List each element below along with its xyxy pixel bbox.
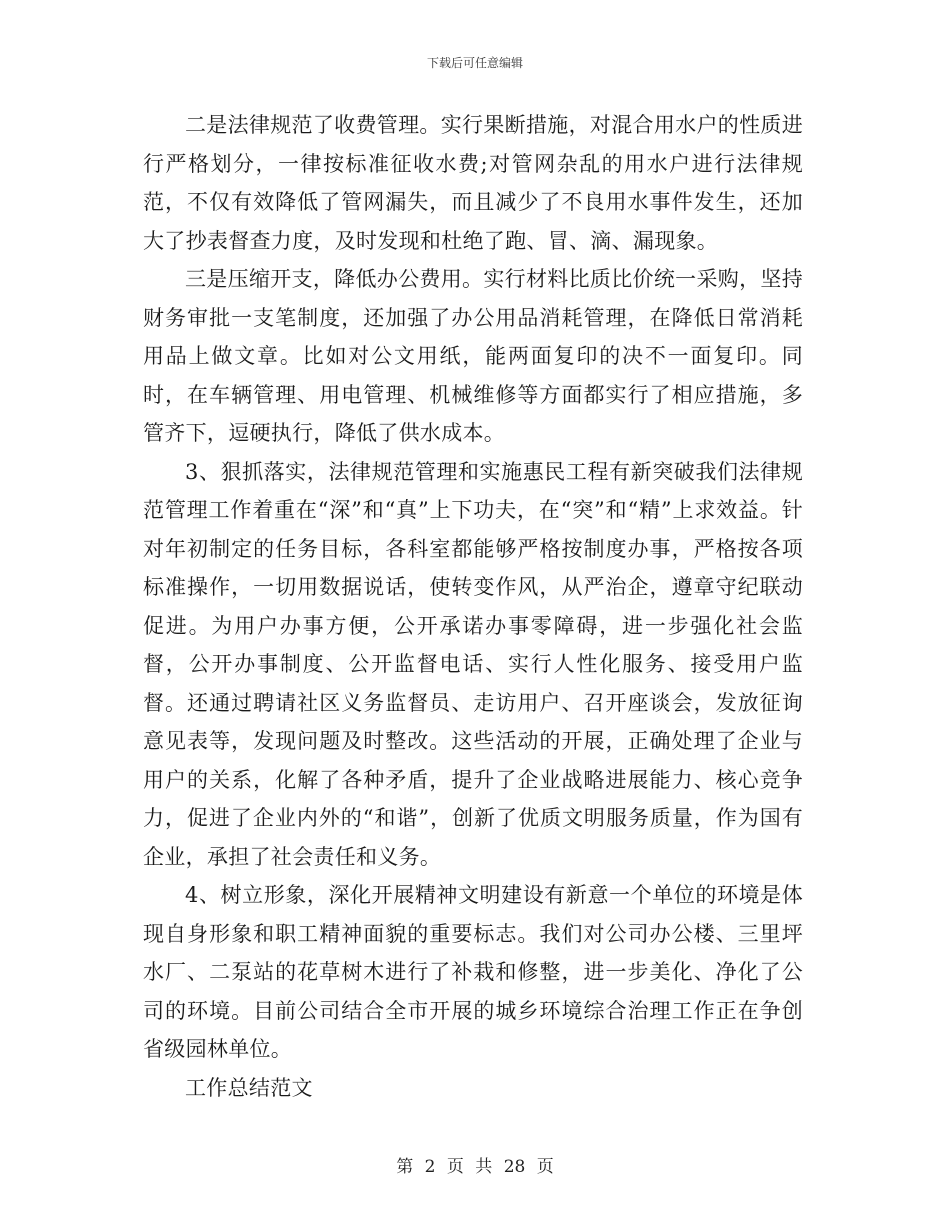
page-header: 下载后可任意编辑 [426, 56, 523, 70]
paragraph-cost-reduction: 三是压缩开支，降低办公费用。实行材料比质比价统一采购，坚持财务审批一支笔制度，还加强了办公用品消耗管理，在降低日常消耗用品上做文章。比如对公文用纸，能两面复印的决不一面复印。同时，在车辆管理、用电管理、机械维修等方面都实行了相应措施，多管齐下，逗硬执行，降低了供水成本。 [143, 267, 803, 445]
document-body [143, 106, 803, 1107]
paragraph-implementation: 3、狠抓落实，法律规范管理和实施惠民工程有新突破我们法律规范管理工作着重在“深”和“真”上下功夫，在“突”和“精”上求效益。针对年初制定的任务目标，各科室都能够严格按制度办事，严格按各项标准操作，一切用数据说话，使转变作风，从严治企，遵章守纪联动促进。为用户办事方便，公开承诺办事零障碍，进一步强化社会监督，公开办事制度、公开监督电话、实行人性化服务、接受用户监督。还通过聘请社区义务监督员、走访用户、召开座谈会，发放征询意见表等，发现问题及时整改。这些活动的开展，正确处理了企业与用户的关系，化解了各种矛盾，提升了企业战略进展能力、核心竞争力，促进了企业内外的“和谐”，创新了优质文明服务质量，作为国有企业，承担了社会责任和义务。 [143, 459, 803, 869]
paragraph-fee-management: 二是法律规范了收费管理。实行果断措施，对混合用水户的性质进行严格划分，一律按标准征收水费;对管网杂乱的用水户进行法律规范，不仅有效降低了管网漏失，而且减少了不良用水事件发生，还加大了抄表督查力度，及时发现和杜绝了跑、冒、滴、漏现象。 [143, 113, 803, 253]
paragraph-image-building: 4、树立形象，深化开展精神文明建设有新意一个单位的环境是体现自身形象和职工精神面貌的重要标志。我们对公司办公楼、三里坪水厂、二泵站的花草树木进行了补栽和修整，进一步美化、净化了公司的环境。目前公司结合全市开展的城乡环境综合治理工作正在争创省级园林单位。 [143, 883, 803, 1061]
paragraph-section-title: 工作总结范文 [185, 1075, 313, 1100]
page-number: 第 2 页 共 28 页 [396, 1157, 554, 1177]
